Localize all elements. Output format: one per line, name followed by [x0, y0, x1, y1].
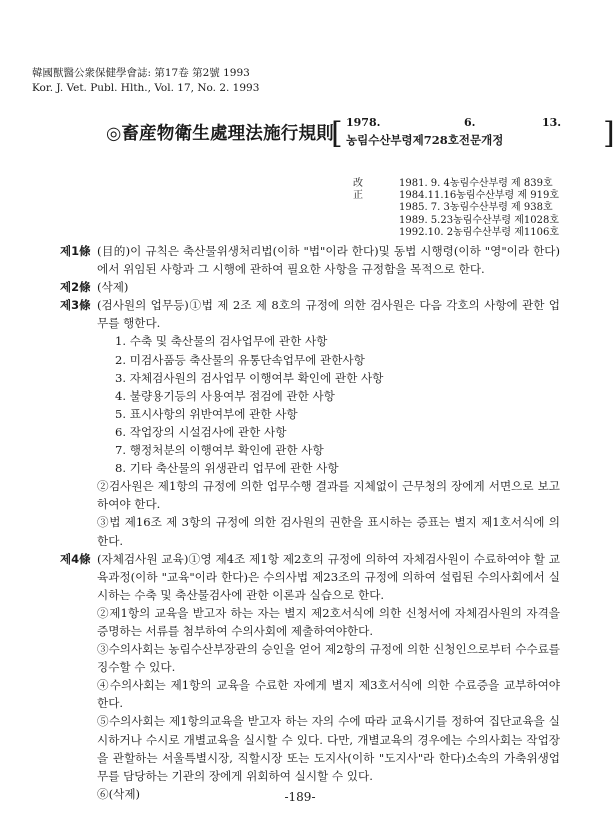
ordinance-number: 농림수산부령제728호전문개정 — [346, 133, 504, 147]
article-paragraph: ③수의사회는 농림수산부장관의 승인을 얻어 제2항의 규정에 의한 신청인으로부터 수수료를 징수할 수 있다. — [97, 642, 560, 675]
list-item: 7. 행정처분의 이행여부 확인에 관한 사항 — [115, 443, 324, 458]
revision-item: 1981. 9. 4농림수산부령 제 839호 — [399, 178, 553, 189]
article-text — [97, 296, 560, 549]
bracket-close: ] — [603, 116, 615, 151]
list-item: 8. 기타 축산물의 위생관리 업무에 관한 사항 — [115, 461, 339, 476]
article-paragraph: ③법 제16조 제 3항의 규정에 의한 검사원의 권한을 표시하는 증표는 별지 제1호서식에 의한다. — [97, 515, 560, 548]
article-paragraph: ⑥(삭제) — [97, 786, 141, 801]
revision-item: 1992.10. 2농림수산부령 제1106호 — [399, 226, 559, 238]
article-number: 제1條 — [60, 244, 91, 258]
list-item: 2. 미검사품등 축산물의 유통단속업무에 관한사항 — [115, 352, 365, 367]
regulation-body — [60, 242, 560, 803]
enactment-day: 13. — [542, 116, 562, 129]
article-number: 제3條 — [60, 298, 91, 313]
revision-label: 改正 — [353, 178, 363, 202]
title-main: ◎畜産物衛生處理法施行規則 — [106, 124, 334, 144]
article-text: (삭제) — [97, 280, 129, 295]
article-number: 제4條 — [60, 551, 91, 566]
article-number: 제2條 — [60, 280, 91, 295]
article-2 — [60, 278, 560, 296]
list-item: 5. 표시사항의 위반여부에 관한 사항 — [115, 406, 298, 421]
article-paragraph: ②검사원은 제1항의 규정에 의한 업무수행 결과를 지체없이 근무청의 장에게 서면으로 보고하여야 한다. — [97, 479, 560, 512]
revision-item: 1984.11.16농림수산부령 제 919호 — [399, 190, 559, 202]
document-title — [106, 116, 615, 156]
journal-title-english: Kor. J. Vet. Publ. Hlth., Vol. 17, No. 2. 1993 — [32, 82, 260, 94]
article-3 — [60, 296, 560, 549]
revision-item: 1989. 5.23농림수산부령 제1028호 — [399, 214, 559, 226]
article-4 — [60, 550, 560, 803]
enactment-year: 1978. — [346, 116, 381, 129]
list-item: 3. 자체검사원의 검사업무 이행여부 확인에 관한 사항 — [115, 370, 384, 385]
article-paragraph: ④수의사회는 제1항의 교육을 수료한 자에게 별지 제3호서식에 의한 수료증을 교부하여야 한다. — [97, 678, 560, 711]
revision-item: 1985. 7. 3농림수산부령 제 938호 — [399, 202, 553, 214]
list-item: 6. 작업장의 시설검사에 관한 사항 — [115, 424, 287, 439]
journal-title-korean: 韓國獸醫公衆保健學會誌: 第17卷 第2號 1993 — [32, 67, 250, 79]
article-paragraph: (검사원의 업무등)①법 제 2조 제 8호의 규정에 의한 검사원은 다음 각호의 사항에 관한 업무를 행한다. — [97, 298, 560, 331]
article-text: (目的)이 규칙은 축산물위생처리법(이하 "법"이라 한다)및 동법 시행령(이하 "영"이라 한다)에서 위임된 사항과 그 시행에 관하여 필요한 사항을 규정함을 목적으로 한다. — [97, 244, 560, 277]
article-paragraph: ⑤수의사회는 제1항의교육을 받고자 하는 자의 수에 따라 교육시기를 정하여 집단교육을 실시하거나 수시로 개별교육을 실시할 수 있다. 다만, 개별교육의 경우에는 수의사회는 작업장을 관할하는 서울특별시장, 직할시장 또는 도지사(이하 "도지사"라 한다)소속의 가축위생업무를 담당하는 기관의 장에게 위회하여 실시할 수 있다. — [97, 714, 560, 783]
article-paragraph: (자체검사원 교육)①영 제4조 제1항 제2호의 규정에 의하여 자체검사원이 수료하여야 할 교육과정(이하 "교육"이라 한다)은 수의사법 제23조의 규정에 의하여 설립된 수의사회에서 실시하는 수축 및 축산물검사에 관한 이론과 실습으로 한다. — [97, 551, 560, 602]
bracket-open: [ — [331, 116, 343, 151]
journal-header — [32, 66, 259, 96]
article-1 — [60, 242, 560, 278]
list-item: 4. 불량용기등의 사용여부 점검에 관한 사항 — [115, 388, 335, 403]
revision-list — [399, 178, 559, 239]
enactment-month: 6. — [464, 116, 476, 129]
list-item: 1. 수축 및 축산물의 검사업무에 관한 사항 — [115, 334, 328, 349]
article-text — [97, 550, 560, 803]
article-paragraph: ②제1항의 교육을 받고자 하는 자는 별지 제2호서식에 의한 신청서에 자체검사원의 자격을 증명하는 서류를 첨부하여 수의사회에 제출하여야한다. — [97, 605, 560, 638]
page-number: -189- — [284, 790, 316, 804]
